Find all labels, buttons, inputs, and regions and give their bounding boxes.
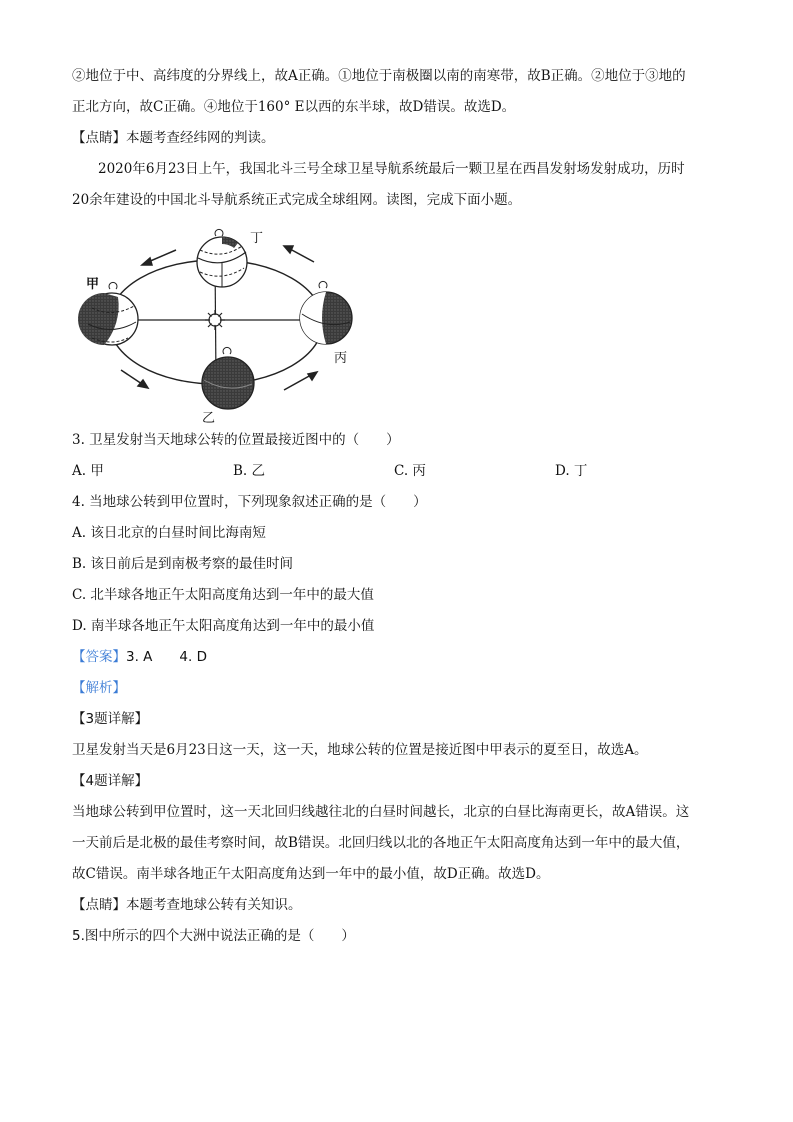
explanation-line: 正北方向，故C正确。④地位于160° E以西的东半球，故D错误。故选D。 <box>72 99 516 115</box>
orbit-diagram <box>76 222 376 427</box>
analysis-label: 【解析】 <box>72 680 126 696</box>
earth-orbit-figure <box>72 216 732 425</box>
detail-4-text: 一天前后是北极的最佳考察时间，故B错误。北回归线以北的各地正午太阳高度角达到一年中的最大值， <box>72 835 690 851</box>
globe-jia <box>78 293 138 345</box>
label-ding: 丁 <box>250 231 264 246</box>
option-b: B. 乙 <box>233 463 266 479</box>
answer-label: 【答案】 <box>72 649 126 665</box>
option-d: D. 南半球各地正午太阳高度角达到一年中的最小值 <box>72 618 375 634</box>
option-c: C. 北半球各地正午太阳高度角达到一年中的最大值 <box>72 587 374 603</box>
option-a: A. 甲 <box>72 463 104 479</box>
tip-text: 【点睛】本题考查经纬网的判读。 <box>72 130 275 146</box>
question-5-stem: 5.图中所示的四个大洲中说法正确的是（ ） <box>72 928 355 944</box>
question-3-stem: 3. 卫星发射当天地球公转的位置最接近图中的（ ） <box>72 432 400 448</box>
globe-yi <box>202 357 254 409</box>
sun-icon <box>205 310 225 330</box>
option-c: C. 丙 <box>394 463 426 479</box>
intro-text: 2020年6月23日上午，我国北斗三号全球卫星导航系统最后一颗卫星在西昌发射场发射成功，历时 <box>98 161 685 177</box>
option-a: A. 该日北京的白昼时间比海南短 <box>72 525 266 541</box>
option-b: B. 该日前后是到南极考察的最佳时间 <box>72 556 294 572</box>
label-jia: 甲 <box>86 277 100 292</box>
answer-value: 3. A 4. D <box>126 649 207 665</box>
tip-text: 【点睛】本题考查地球公转有关知识。 <box>72 897 302 913</box>
detail-3-title: 【3题详解】 <box>72 711 149 727</box>
detail-4-text: 故C错误。南半球各地正午太阳高度角达到一年中的最小值，故D正确。故选D。 <box>72 866 550 882</box>
question-3-options <box>72 456 732 487</box>
detail-4-title: 【4题详解】 <box>72 773 149 789</box>
question-4-stem: 4. 当地球公转到甲位置时，下列现象叙述正确的是（ ） <box>72 494 427 510</box>
answer-line <box>72 642 732 673</box>
detail-3-text: 卫星发射当天是6月23日这一天，这一天，地球公转的位置是接近图中甲表示的夏至日，故选A。 <box>72 742 648 758</box>
label-bing: 丙 <box>334 351 348 366</box>
explanation-line: ②地位于中、高纬度的分界线上，故A正确。①地位于南极圈以南的南寒带，故B正确。②地位于③地的 <box>72 68 686 84</box>
intro-text: 20余年建设的中国北斗导航系统正式完成全球组网。读图，完成下面小题。 <box>72 192 522 208</box>
globe-ding <box>197 237 247 287</box>
option-d: D. 丁 <box>555 463 588 479</box>
detail-4-text: 当地球公转到甲位置时，这一天北回归线越往北的白昼时间越长，北京的白昼比海南更长，故A错误。这 <box>72 804 690 820</box>
label-yi: 乙 <box>202 411 216 426</box>
globe-bing <box>300 292 352 344</box>
document-page <box>72 61 732 952</box>
